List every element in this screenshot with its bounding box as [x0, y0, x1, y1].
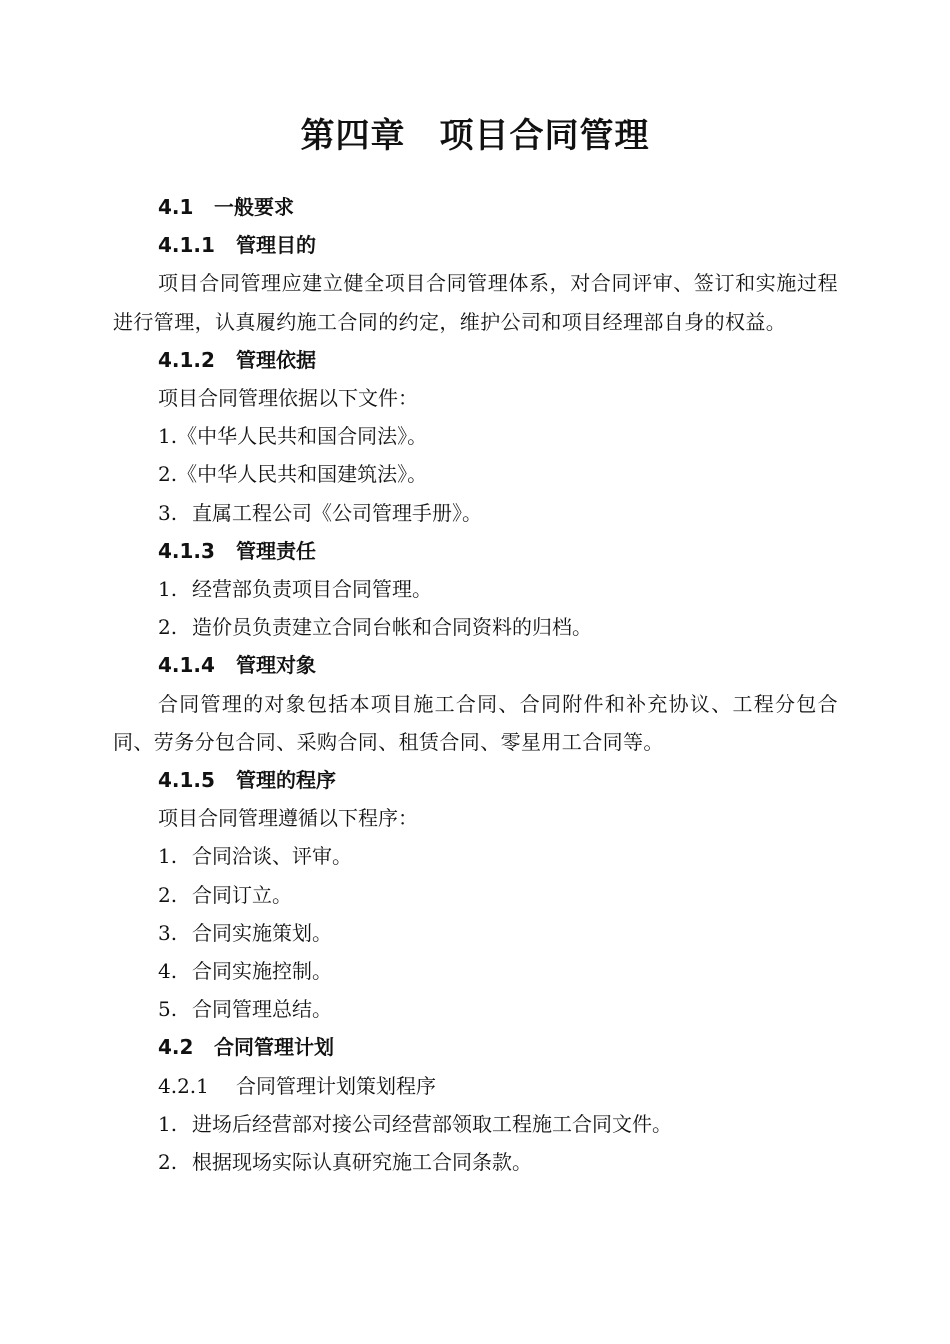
list-item: [113, 876, 838, 914]
chapter-number: 第四章: [300, 116, 406, 156]
section-number: 4.2: [158, 1035, 194, 1060]
section-heading-4-1-5: [113, 761, 838, 799]
list-item-text: 《中华人民共和国建筑法》。: [177, 462, 428, 487]
list-item-number: 3.: [158, 500, 178, 525]
section-number: 4.1.1: [158, 233, 215, 258]
section-title: 合同管理计划: [214, 1035, 334, 1060]
section-heading-4-1-3: [113, 532, 838, 570]
list-item: [113, 914, 838, 952]
section-heading-4-1-4: [113, 646, 838, 684]
list-item-number: 2.: [158, 1150, 178, 1175]
list-item: [113, 952, 838, 990]
section-heading-4-1-2: [113, 341, 838, 379]
list-item-number: 2.: [158, 462, 178, 487]
section-title: 一般要求: [214, 195, 294, 219]
list-item-text: 直属工程公司《公司管理手册》。: [192, 500, 482, 525]
list-item: [113, 837, 838, 875]
section-number: 4.2.1: [158, 1073, 209, 1098]
list-item-number: 1.: [158, 424, 178, 449]
section-title: 管理目的: [236, 233, 316, 258]
list-item-text: 合同实施控制。: [192, 959, 332, 984]
list-item-text: 经营部负责项目合同管理。: [192, 577, 432, 602]
list-item-text: 合同管理总结。: [192, 997, 332, 1022]
section-heading-4-1-1: [113, 226, 838, 264]
list-item: [113, 1105, 838, 1143]
list-item-number: 5.: [158, 997, 178, 1022]
section-number: 4.1.5: [158, 768, 215, 793]
list-item-number: 4.: [158, 959, 178, 984]
intro-text: 项目合同管理遵循以下程序：: [158, 806, 418, 831]
section-title: 管理的程序: [236, 768, 336, 793]
list-item-text: 进场后经营部对接公司经营部领取工程施工合同文件。: [192, 1111, 672, 1136]
chapter-title-text: 项目合同管理: [439, 116, 650, 156]
document-body: [113, 188, 838, 1181]
list-item: [113, 570, 838, 608]
list-item-text: 《中华人民共和国合同法》。: [177, 424, 428, 449]
list-item-number: 1.: [158, 1111, 178, 1136]
section-number: 4.1: [158, 195, 194, 219]
section-title: 管理依据: [236, 347, 316, 372]
section-heading-4-1: [113, 188, 838, 226]
list-item: [113, 608, 838, 646]
list-item-text: 合同实施策划。: [192, 920, 332, 945]
list-item-text: 合同洽谈、评审。: [192, 844, 352, 869]
intro-text: 项目合同管理依据以下文件：: [158, 386, 418, 411]
list-item-text: 合同订立。: [192, 882, 292, 907]
list-item: [113, 455, 838, 493]
section-number: 4.1.4: [158, 653, 215, 678]
list-item-number: 1.: [158, 844, 178, 869]
list-item: [113, 417, 838, 455]
section-number: 4.1.3: [158, 538, 215, 563]
list-item: [113, 1143, 838, 1181]
paragraph-management-purpose: 项目合同管理应建立健全项目合同管理体系，对合同评审、签订和实施过程进行管理，认真履约施工合同的约定，维护公司和项目经理部自身的权益。: [113, 271, 838, 334]
list-item-number: 2.: [158, 615, 178, 640]
list-item: [113, 990, 838, 1028]
section-heading-4-2: [113, 1028, 838, 1066]
paragraph-management-objects: 合同管理的对象包括本项目施工合同、合同附件和补充协议、工程分包合同、劳务分包合同、采购合同、租赁合同、零星用工合同等。: [113, 691, 838, 754]
section-number: 4.1.2: [158, 347, 215, 372]
section-title: 管理责任: [236, 538, 316, 563]
chapter-title: [0, 110, 950, 162]
list-item-number: 1.: [158, 577, 178, 602]
section-heading-4-2-1: [113, 1067, 838, 1105]
section-title: 合同管理计划策划程序: [236, 1073, 436, 1098]
list-item-number: 3.: [158, 920, 178, 945]
section-title: 管理对象: [236, 653, 316, 678]
list-item-text: 根据现场实际认真研究施工合同条款。: [192, 1150, 532, 1175]
list-item: [113, 494, 838, 532]
list-item-number: 2.: [158, 882, 178, 907]
list-item-text: 造价员负责建立合同台帐和合同资料的归档。: [192, 615, 592, 640]
